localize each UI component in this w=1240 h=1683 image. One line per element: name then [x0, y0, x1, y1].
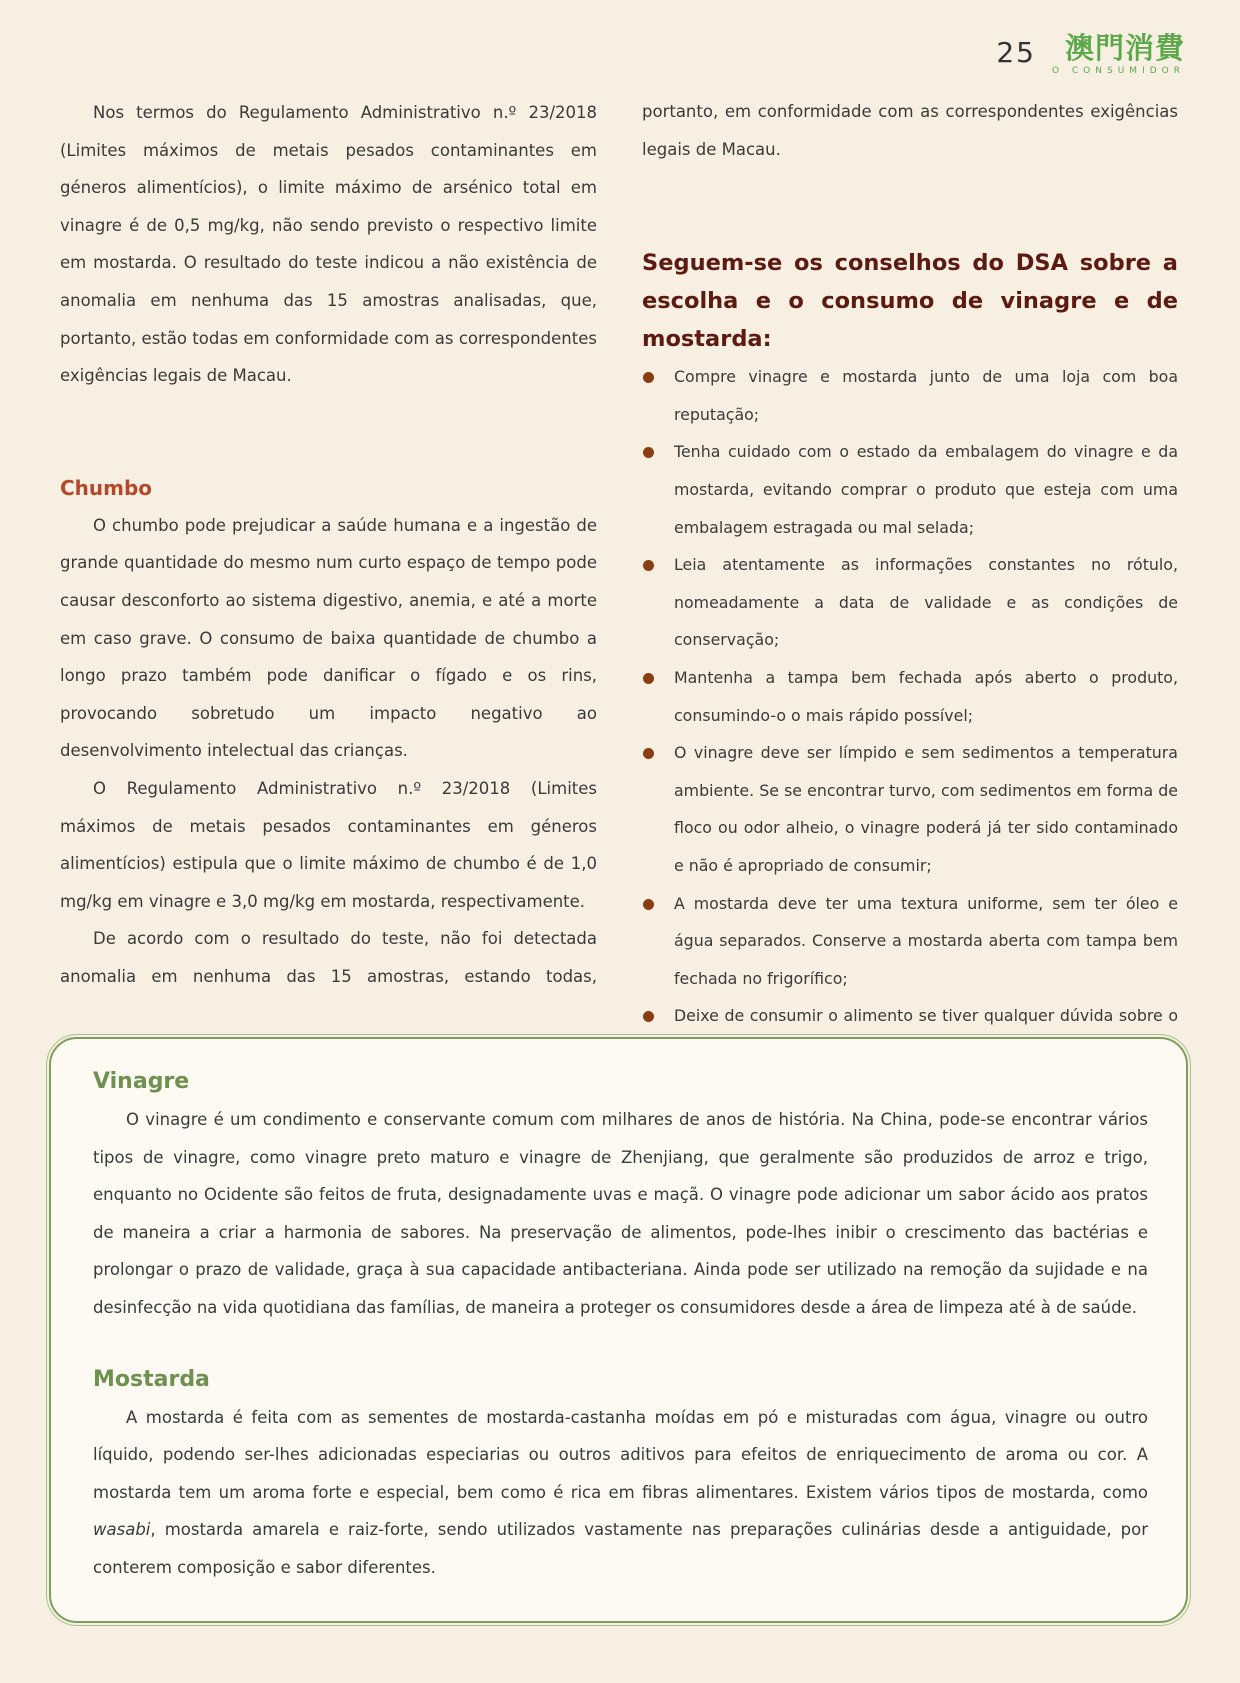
- bullet-icon: [643, 673, 654, 684]
- page-number: 25: [996, 36, 1036, 69]
- advice-heading: Seguem-se os conselhos do DSA sobre a escolha e o consumo de vinagre e de mostarda:: [642, 250, 1178, 353]
- vinagre-paragraph: O vinagre é um condimento e conservante comum com milhares de anos de história. Na China, pode-se encontrar vários tipos de vinagre, como vinagre preto maturo e vinagre de Zhenjiang, que geralmente são produzidos de arroz e trigo, enquanto no Ocidente são feitos de fruta, designadamente uvas e maçã. O vinagre pode adicionar um sabor ácido aos pratos de maneira a criar a harmonia de sabores. Na preservação de alimentos, pode-lhes inibir o crescimento das bactérias e prolongar o prazo de validade, graça à sua capacidade antibacteriana. Ainda pode ser utilizado na remoção da sujidade e na desinfecção na vida quotidiana das famílias, de maneira a proteger os consumidores desde a área de limpeza até à de saúde.: [93, 1110, 1148, 1317]
- chumbo-paragraph: O chumbo pode prejudicar a saúde humana e a ingestão de grande quantidade do mesmo num curto espaço de tempo pode causar desconforto ao sistema digestivo, anemia, e até a morte em caso grave. O consumo de baixa quantidade de chumbo a longo prazo também pode danificar o fígado e os rins, provocando sobretudo um impacto negativo ao desenvolvimento intelectual das crianças.: [60, 515, 597, 761]
- left-column: [60, 94, 597, 995]
- bullet-icon: [643, 447, 654, 458]
- list-item: Deixe de consumir o alimento se tiver qualquer dúvida sobre o: [642, 997, 1178, 1072]
- list-item: Compre vinagre e mostarda junto de uma loja com boa reputação;: [642, 358, 1178, 433]
- list-item: Tenha cuidado com o estado da embalagem do vinagre e da mostarda, evitando comprar o produto que esteja com uma embalagem estragada ou mal selada;: [642, 433, 1178, 546]
- regulation-paragraph: O Regulamento Administrativo n.º 23/2018 (Limites máximos de metais pesados contaminantes em géneros alimentícios) estipula que o limite máximo de chumbo é de 1,0 mg/kg em vinagre e 3,0 mg/kg em mostarda, respectivamente.: [60, 778, 597, 911]
- magazine-logo: [1052, 32, 1185, 76]
- vinagre-heading: Vinagre: [93, 1069, 190, 1094]
- right-column: [642, 93, 1178, 1072]
- continuation-paragraph: portanto, em conformidade com as correspondentes exigências legais de Macau.: [642, 102, 1178, 159]
- bullet-icon: [643, 560, 654, 571]
- bullet-icon: [643, 748, 654, 759]
- mostarda-paragraph: A mostarda é feita com as sementes de mostarda-castanha moídas em pó e misturadas com água, vinagre ou outro líquido, podendo ser-lhes adicionadas especiarias ou outros aditivos para efeitos de enriquecimento de aroma ou cor. A mostarda tem um aroma forte e especial, bem como é rica em fibras alimentares. Existem vários tipos de mostarda, como wasabi, mostarda amarela e raiz-forte, sendo utilizados vastamente nas preparações culinárias desde a antiguidade, por conterem composição e sabor diferentes.: [93, 1407, 1148, 1577]
- info-box: [49, 1037, 1188, 1623]
- test-result-paragraph: De acordo com o resultado do teste, não foi detectada anomalia em nenhuma das 15 amostras, estando todas,: [60, 929, 597, 986]
- list-item: Mantenha a tampa bem fechada após aberto o produto, consumindo-o o mais rápido possível;: [642, 659, 1178, 734]
- bullet-icon: [643, 372, 654, 383]
- page-header: [996, 32, 1185, 76]
- list-item: Leia atentamente as informações constantes no rótulo, nomeadamente a data de validade e as condições de conservação;: [642, 546, 1178, 659]
- bullet-icon: [643, 1011, 654, 1022]
- list-item: A mostarda deve ter uma textura uniforme, sem ter óleo e água separados. Conserve a mostarda aberta com tampa bem fechada no frigorífico;: [642, 885, 1178, 998]
- mostarda-heading: Mostarda: [93, 1366, 210, 1392]
- logo-subtitle: O CONSUMIDOR: [1051, 66, 1185, 76]
- chumbo-heading: Chumbo: [60, 475, 153, 500]
- wasabi-term: wasabi: [93, 1520, 151, 1540]
- list-item: O vinagre deve ser límpido e sem sedimentos a temperatura ambiente. Se se encontrar turvo, com sedimentos em forma de floco ou odor alheio, o vinagre poderá já ter sido contaminado e não é apropriado de consumir;: [642, 734, 1178, 884]
- bullet-icon: [643, 899, 654, 910]
- logo-title: 澳門消費: [1064, 31, 1185, 65]
- info-box-content: [93, 1067, 1148, 1587]
- advice-list: [642, 358, 1178, 1072]
- arsenic-paragraph: Nos termos do Regulamento Administrativo n.º 23/2018 (Limites máximos de metais pesados contaminantes em géneros alimentícios), o limite máximo de arsénico total em vinagre é de 0,5 mg/kg, não sendo previsto o respectivo limite em mostarda. O resultado do teste indicou a não existência de anomalia em nenhuma das 15 amostras analisadas, que, portanto, estão todas em conformidade com as correspondentes exigências legais de Macau.: [60, 103, 597, 386]
